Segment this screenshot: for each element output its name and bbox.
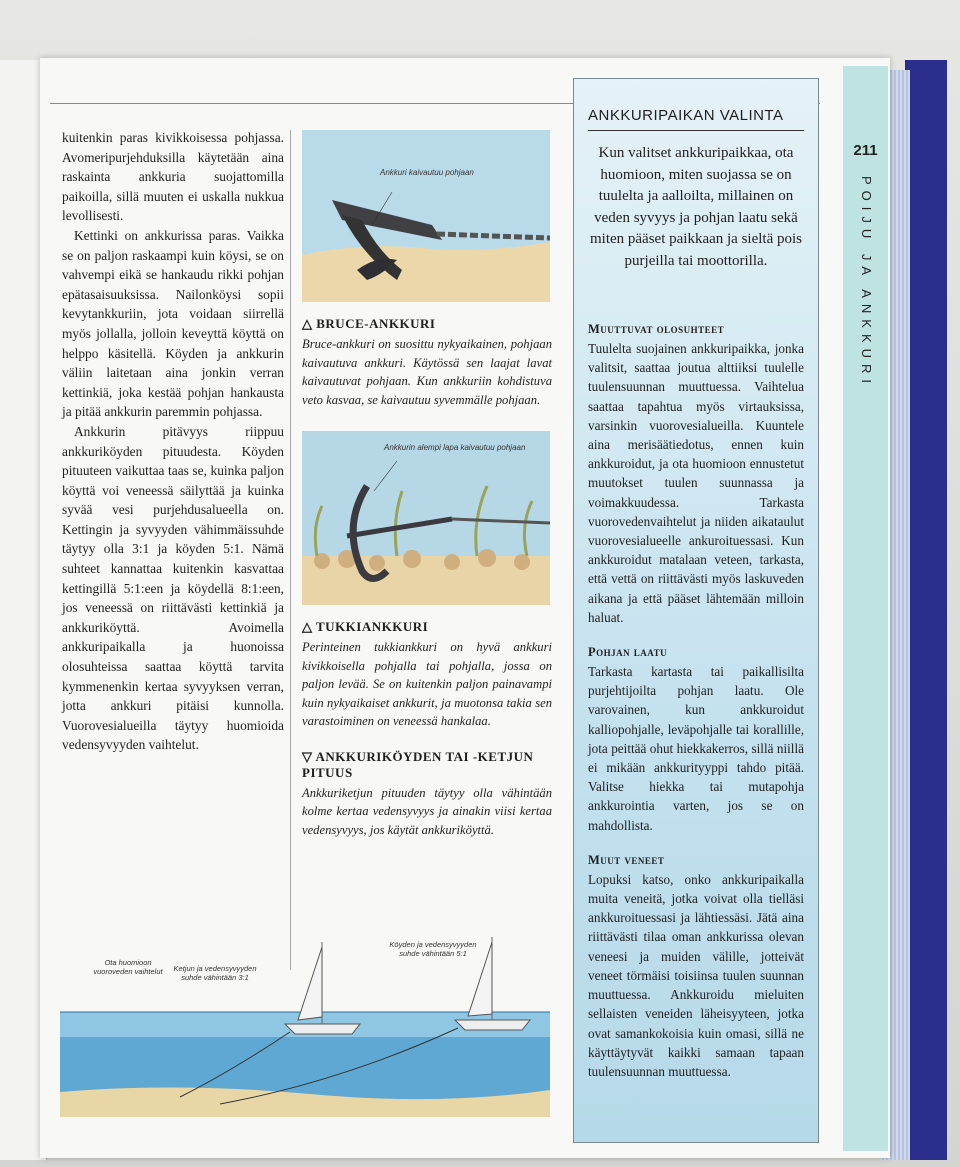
sidebar-title: ANKKURIPAIKAN VALINTA [588, 107, 804, 131]
sidebar-text: Lopuksi katso, onko ankkuripaikalla muita veneitä, jotka voivat olla tielläsi ankkuroituessasi ja lähtiessäsi. Jätä aina riittävästi tilaa oman ankkurissa olevan veneesi ja muiden välille, jotteivät veneet törmäisi toisiinsa tuulen suunnan muuttuessa. Ankkuroidu mieluiten sellaisten veneiden läheisyyteen, jotka ovat samankokoisia kuin omasi, sillä ne käyttäytyvät kaikki samaan tapaan tuulensuunnan muuttuessa. [588, 871, 804, 1079]
sidebar-heading: Pohjan laatu [588, 645, 668, 660]
caption-title: ▽ ANKKURIKÖYDEN TAI -KETJUN PITUUS [302, 748, 534, 780]
diagram-label-tide: Ota huomioon vuoroveden vaihtelut [93, 958, 163, 976]
page-number: 211 [853, 142, 878, 159]
caption-title: △ BRUCE-ANKKURI [302, 316, 436, 331]
sidebar-heading: Muut veneet [588, 852, 665, 867]
figure-column [302, 130, 552, 839]
main-text-column [62, 128, 284, 755]
chapter-title: POIJU JA ANKKURI [859, 176, 874, 390]
diagram-label-rope-ratio: Köyden ja vedensyvyyden suhde vähintään 5:1 [389, 940, 477, 958]
paragraph: kuitenkin paras kivikkoisessa pohjassa. Avomeripurjehduksilla käytetään aina raskainta ankkuria suojattomilla paikoilla, sillä muuten ei uskalla nukkua levollisesti. [62, 130, 284, 224]
caption-text: Perinteinen tukkiankkuri on hyvä ankkuri kivikkoisella pohjalla tai pohjalla, jossa on paljon levää. Se on kuitenkin paljon painavampi kuin nykyaikaiset ankkurit, ja muotonsa takia sen varastoiminen on veneessä hankalaa. [302, 640, 552, 728]
sidebar-heading: Muuttuvat olosuhteet [588, 322, 725, 336]
sidebar-text: Tuulelta suojainen ankkuripaikka, jonka valitsit, saattaa joutua alttiiksi tuulelle tuulensuunnan muuttuessa. Vaihtelua saattaa tapahtua myös virtauksissa, varsinkin vuorovesialueilla. Kuuntele aina merisäätiedotus, ennen kuin ankkuroidut, ja ota huomioon ennustetut muutokset tuulen suunnassa ja voimakkuudessa. Tarkasta vuorovedenvaihtelut ja niiden aikataulut vuorovesialueelle ankuroituessasi. Kun ankkuroidut matalaan veteen, tarkasta, että vettä on riittävästi myös laskuveden aikana ja että pääset lähtemään milloin haluat. [588, 341, 804, 625]
diagram-label-chain-ratio: Ketjun ja vedensyvyyden suhde vähintään 3:1 [173, 964, 257, 982]
bruce-anchor-figure [302, 130, 550, 302]
figure-label: Ankkuri kaivautuu pohjaan [380, 168, 474, 177]
sidebar-box [573, 78, 819, 1143]
sidebar-text: Tarkasta kartasta tai paikallisilta purjehtijoilta pohjan laatu. Ole varovainen, kun ankkuroidut kalliopohjalle, leväpohjalle tai korallille, jota peittää ohut hiekkakerros, sillä niillä ei mikään ankkurityyppi tahdo pitää. Valitse hiekka tai mutapohja ankkurointia varten, jos se on mahdollista. [588, 664, 804, 833]
caption-text: Bruce-ankkuri on suosittu nykyaikainen, pohjaan kaivautuva ankkuri. Käytössä sen laajat lavat kaivautuvat pohjaan. Kun ankkuriin kohdistuva veto kasvaa, se kaivautuu syvemmälle pohjaan. [302, 337, 552, 407]
scope-diagram [60, 932, 560, 1132]
caption-title: △ TUKKIANKKURI [302, 619, 429, 634]
caption-text: Ankkuriketjun pituuden täytyy olla vähintään kolme kertaa vedensyvyys ja ainakin viisi kertaa vedensyvyys, jos käytät ankkuriköyttä. [302, 785, 552, 837]
figure-label: Ankkurin alempi lapa kaivautuu pohjaan [384, 443, 526, 452]
book-page [40, 58, 890, 1158]
column-divider [290, 130, 291, 970]
sidebar-intro: Kun valitset ankkuripaikkaa, ota huomioon, miten suojassa se on tuulelta ja aalloilta, millainen on veden syvyys ja pohjan laatu sekä miten pääset paikkaan ja sieltä pois purjeilla tai moottorilla. [589, 145, 802, 269]
book-cover [905, 60, 947, 1160]
paragraph: Kettinki on ankkurissa paras. Vaikka se on paljon raskaampi kuin köysi, se on vahvempi eikä se hankaudu rikki pohjan epätasaisuuksissa. Nailonköysi sopii kevytankkuriin, jota voidaan siirrellä myös jollalla, jolloin keveyttä köyttä on helppo käsitellä. Köyden ja ankkurin väliin laitetaan aina jonkin verran kettinkiä, joka kestää pohjan hankausta ja pitää ankkurin paremmin pohjassa. [62, 227, 284, 420]
paragraph: Ankkurin pitävyys riippuu ankkuriköyden pituudesta. Köyden pituuteen vaikuttaa taas se, kuinka paljon köyttä voi veneessä säilyttää ja kuinka syvää vesi purjehdusalueella on. Kettingin ja syvyyden vähimmäissuhde täytyy olla 3:1 ja köyden 5:1. Nämä suhteet kannattaa kuitenkin kasvattaa kettingillä 5:1:een ja köydellä 8:1:een, jos veneessä on riittävästi kettinkiä ja ankkuriköyttä. Avoimella ankkuripaikalla ja huonoissa olosuhteissa saattaa köyttä tarvita kymmenenkin kertaa syvyyksen verran, jotta ankkuri pitäisi kunnolla. Vuorovesialueilla täytyy huomioida vedensyvyyden vaihtelut. [62, 423, 284, 753]
stock-anchor-figure [302, 431, 550, 605]
bruce-anchor-illustration [302, 130, 550, 302]
stock-anchor-illustration [302, 431, 550, 605]
